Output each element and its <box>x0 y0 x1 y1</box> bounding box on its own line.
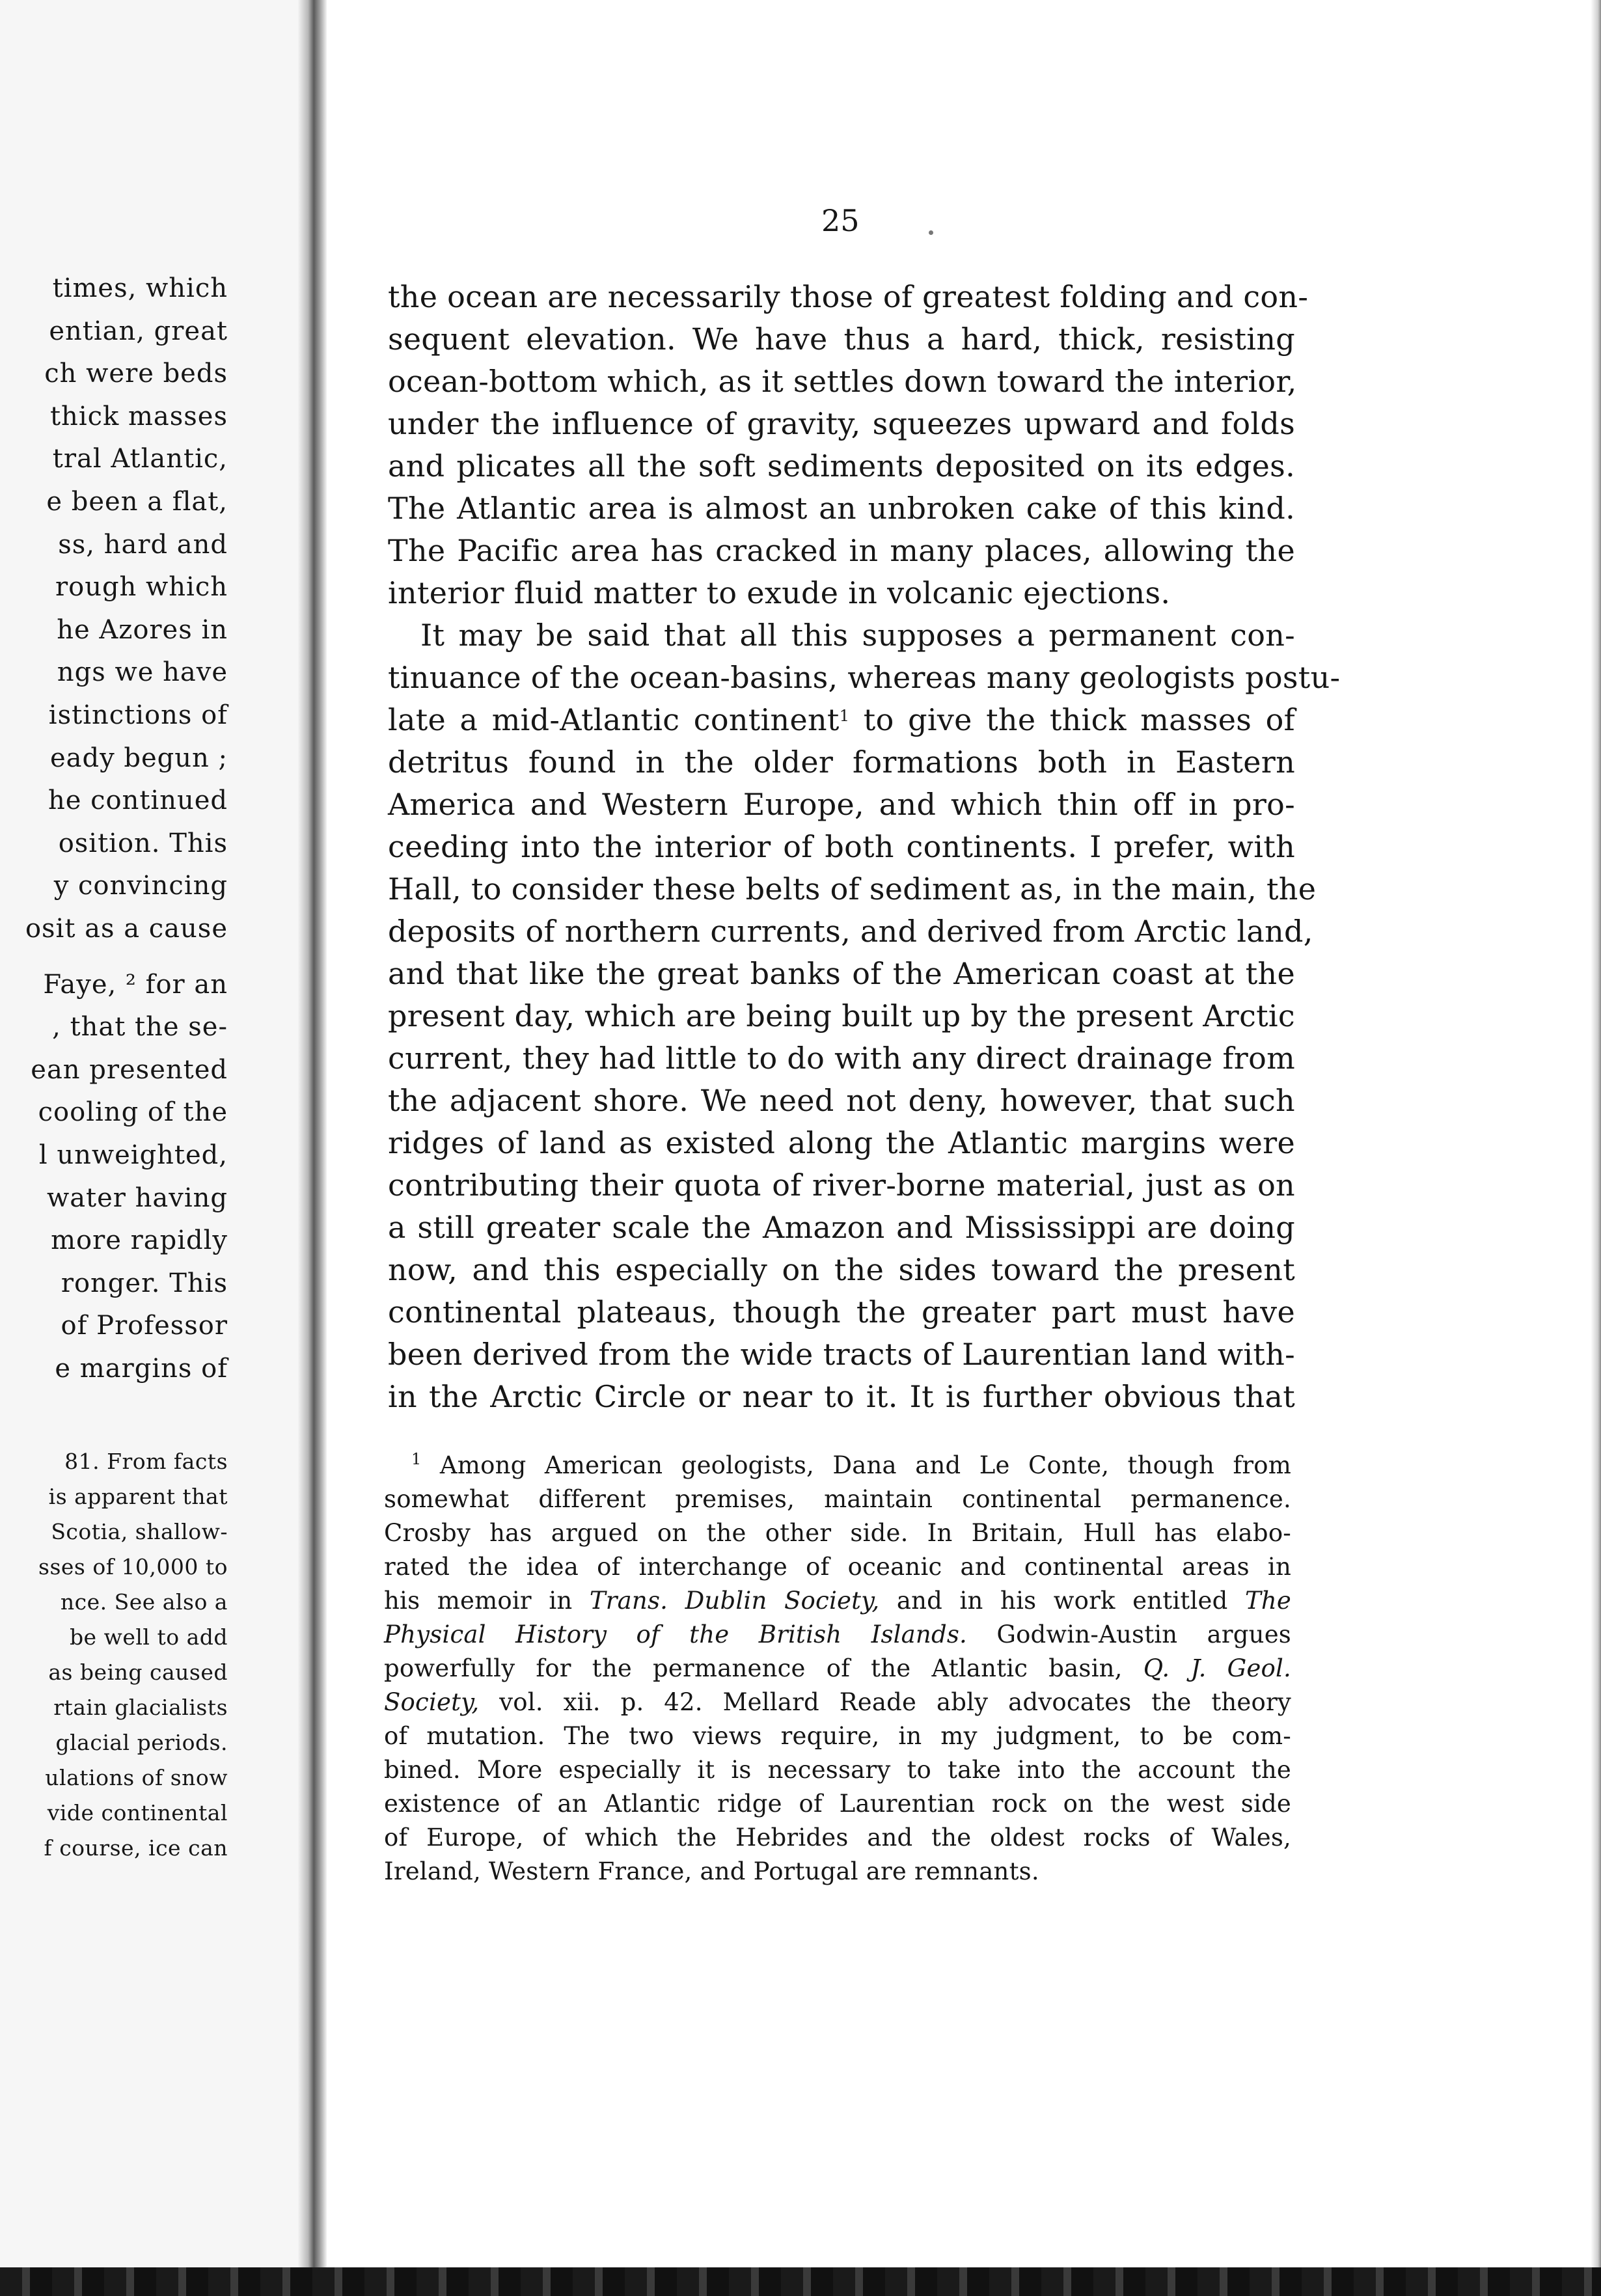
facing-page-note-line: is apparent that <box>48 1484 228 1509</box>
body-line: and plicates all the soft sediments deposited on its edges. <box>388 448 1295 484</box>
footnote-line: Ireland, Western France, and Portugal are remnants. <box>384 1857 1039 1885</box>
facing-page-note-line: rtain glacialists <box>53 1695 228 1720</box>
facing-page-note-line: nce. See also a <box>60 1589 228 1615</box>
footnote-citation: Q. J. Geol. <box>1143 1654 1291 1682</box>
scan-speck <box>929 230 933 235</box>
page-edge <box>1591 0 1601 2296</box>
page-number: 25 <box>821 203 860 238</box>
body-line: a still greater scale the Amazon and Mississippi are doing <box>388 1210 1295 1245</box>
facing-page-line: y convincing <box>53 871 228 901</box>
facing-page-line: he Azores in <box>57 614 228 645</box>
facing-page-line: times, which <box>52 273 228 303</box>
body-line: and that like the great banks of the American coast at the <box>388 956 1295 991</box>
footnote-line <box>384 1652 1291 1686</box>
body-line: It may be said that all this supposes a permanent con- <box>420 618 1295 653</box>
footnote-text: powerfully for the permanence of the Atlantic basin, <box>384 1654 1123 1682</box>
book-gutter <box>298 0 327 2296</box>
footnote-citation: The <box>1245 1587 1292 1615</box>
body-line: continental plateaus, though the greater part must have <box>388 1294 1295 1330</box>
body-line: America and Western Europe, and which thin off in pro- <box>388 787 1295 822</box>
body-line <box>388 699 1295 741</box>
facing-page-line: , that the se- <box>52 1012 228 1043</box>
body-line: ceeding into the interior of both continents. I prefer, with <box>388 829 1295 864</box>
footnote-line: of mutation. The two views require, in my judgment, to be com- <box>384 1722 1291 1750</box>
footnote-line: existence of an Atlantic ridge of Laurentian rock on the west side <box>384 1790 1291 1818</box>
footnote-line <box>384 1686 1291 1719</box>
facing-page-line: thick masses <box>49 401 228 431</box>
footnote-marker: 1 <box>411 1450 422 1468</box>
facing-page-note-line: as being caused <box>48 1660 228 1685</box>
body-line: deposits of northern currents, and derived from Arctic land, <box>388 914 1313 949</box>
facing-page-line: of Professor <box>61 1311 228 1341</box>
footnote-text: Godwin-Austin argues <box>996 1620 1291 1648</box>
body-line: interior fluid matter to exude in volcanic ejections. <box>388 575 1171 610</box>
footnote-reference: 1 <box>839 707 850 725</box>
body-line: the ocean are necessarily those of greatest folding and con- <box>388 279 1309 314</box>
facing-page-note-line: Scotia, shallow- <box>51 1519 228 1544</box>
body-line: Hall, to consider these belts of sediment as, in the main, the <box>388 871 1317 907</box>
facing-page-line: e margins of <box>55 1354 228 1384</box>
body-line: sequent elevation. We have thus a hard, thick, resisting <box>388 321 1295 357</box>
body-line: detritus found in the older formations both in Eastern <box>388 745 1295 780</box>
facing-page-line: istinctions of <box>48 700 228 730</box>
footnote-text: and in his work entitled <box>896 1587 1228 1615</box>
footnote-line: Crosby has argued on the other side. In Britain, Hull has elabo- <box>384 1519 1291 1547</box>
facing-page-note-line: be well to add <box>69 1624 228 1650</box>
facing-page-line: Faye, ² for an <box>43 969 228 1000</box>
body-line: current, they had little to do with any direct drainage from <box>388 1041 1295 1076</box>
facing-page-line: rough which <box>55 572 228 603</box>
body-line: in the Arctic Circle or near to it. It is further obvious that <box>388 1379 1295 1414</box>
facing-page-line: e been a flat, <box>46 487 228 517</box>
footnote-citation: Society, <box>384 1688 480 1716</box>
facing-page-line: eady begun ; <box>49 743 228 773</box>
footnote-citation: Physical History of the British Islands. <box>384 1620 967 1648</box>
facing-page <box>0 0 306 2296</box>
footnote-line: somewhat different premises, maintain continental permanence. <box>384 1485 1291 1513</box>
facing-page-line: ean presented <box>31 1054 228 1085</box>
body-line: tinuance of the ocean-basins, whereas many geologists postu- <box>388 660 1341 695</box>
footnote-line: of Europe, of which the Hebrides and the oldest rocks of Wales, <box>384 1824 1291 1852</box>
facing-page-line: l unweighted, <box>38 1140 228 1170</box>
body-line-part: to give the thick masses of <box>863 702 1295 737</box>
facing-page-note-line: vide continental <box>47 1800 228 1825</box>
body-line: contributing their quota of river-borne material, just as on <box>388 1168 1295 1203</box>
body-line: The Atlantic area is almost an unbroken cake of this kind. <box>388 491 1295 526</box>
facing-page-line: ch were beds <box>44 359 228 389</box>
facing-page-line: osition. This <box>58 828 228 858</box>
body-line-part: late a mid-Atlantic continent <box>388 702 840 737</box>
body-line: under the influence of gravity, squeezes upward and folds <box>388 406 1295 441</box>
footnote-line: rated the idea of interchange of oceanic and continental areas in <box>384 1553 1291 1581</box>
body-line: been derived from the wide tracts of Laurentian land with- <box>388 1337 1295 1372</box>
facing-page-line: tral Atlantic, <box>52 444 228 474</box>
facing-page-note-line: sses of 10,000 to <box>38 1554 228 1579</box>
facing-page-line: more rapidly <box>51 1225 228 1256</box>
body-line: The Pacific area has cracked in many places, allowing the <box>388 533 1295 568</box>
body-line: ridges of land as existed along the Atlantic margins were <box>388 1125 1295 1160</box>
facing-page-line: entian, great <box>49 316 228 346</box>
facing-page-line: water having <box>46 1182 228 1213</box>
facing-page-line: ss, hard and <box>58 529 228 560</box>
facing-page-line: ronger. This <box>61 1268 228 1298</box>
facing-page-line: cooling of the <box>38 1097 228 1128</box>
facing-page-note-line: 81. From facts <box>64 1449 228 1474</box>
facing-page-note-line: ulations of snow <box>45 1765 228 1790</box>
facing-page-line: he continued <box>48 786 228 816</box>
body-line: the adjacent shore. We need not deny, however, that such <box>388 1083 1295 1118</box>
footnote-line <box>384 1584 1291 1618</box>
body-text <box>388 276 1341 1418</box>
scan-edge-strip <box>0 2267 1601 2296</box>
body-line: ocean-bottom which, as it settles down toward the interior, <box>388 364 1297 399</box>
facing-page-line: ngs we have <box>57 657 228 688</box>
facing-page-note-line: glacial periods. <box>55 1730 228 1755</box>
body-line: present day, which are being built up by the present Arctic <box>388 998 1295 1033</box>
footnote-line <box>384 1618 1291 1652</box>
facing-page-note-line: f course, ice can <box>44 1835 228 1861</box>
footnote-text: Among American geologists, Dana and Le Conte, though from <box>439 1451 1291 1479</box>
facing-page-line: osit as a cause <box>25 914 228 944</box>
body-line: now, and this especially on the sides toward the present <box>388 1252 1295 1287</box>
footnote <box>384 1449 1291 1889</box>
footnote-citation: Trans. Dublin Society, <box>589 1587 880 1615</box>
footnote-line <box>384 1449 1291 1483</box>
footnote-text: vol. xii. p. 42. Mellard Reade ably advocates the theory <box>499 1688 1291 1716</box>
footnote-line: bined. More especially it is necessary to take into the account the <box>384 1756 1291 1784</box>
footnote-text: his memoir in <box>384 1587 573 1615</box>
